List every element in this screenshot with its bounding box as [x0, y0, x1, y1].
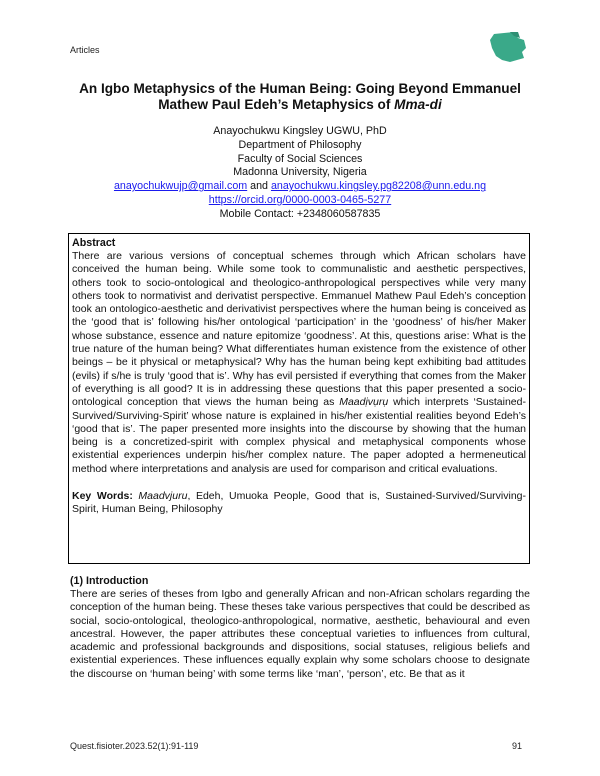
keywords-italic: Maadvjuru [138, 490, 188, 503]
abstract-text [72, 250, 526, 476]
title-line-2-italic: Mma-di [394, 97, 442, 112]
author-mobile: Mobile Contact: +2348060587835 [219, 207, 381, 220]
abstract-box [68, 233, 530, 564]
abstract-text-b: which interprets ‘Sustained-Survived/Surviving-Spirit’ whose nature is explained in his/her existential realities beyond Edeh’s ‘good that is’. The paper presented more insights into the discourse by showing that the human being is a concretized-spirit with complex physical and metaphysical components whose existential experiences underpin his/her complex nature. The paper adopted a hermeneutical method where interpretations and analysis are used for comparison and critical evaluations. [72, 396, 526, 475]
introduction-heading: (1) Introduction [70, 575, 149, 587]
author-faculty: Faculty of Social Sciences [237, 152, 363, 165]
author-university: Madonna University, Nigeria [233, 166, 367, 179]
keywords-rest: , Edeh, Umuoka People, Good that is, Sustained-Survived/Surviving-Spirit, Human Being, Philosophy [72, 490, 526, 516]
title-line-2-text: Mathew Paul Edeh’s Metaphysics of [158, 97, 395, 112]
keywords [72, 490, 526, 517]
abstract-heading: Abstract [72, 237, 116, 249]
author-emails [100, 180, 500, 194]
author-department: Department of Philosophy [238, 138, 362, 151]
orcid-link[interactable]: https://orcid.org/0000-0003-0465-5277 [208, 193, 392, 206]
abstract-text-italic: Maadịvụrụ [339, 396, 389, 409]
page-number: 91 [512, 741, 523, 751]
author-name: Anayochukwu Kingsley UGWU, PhD [213, 125, 387, 137]
email-joiner: and [247, 180, 271, 193]
orcid-row [100, 194, 500, 208]
journal-logo-icon [488, 30, 528, 64]
title-line-2 [60, 97, 540, 113]
footer-citation: Quest.fisioter.2023.52(1):91-119 [70, 741, 199, 751]
introduction-text: There are series of theses from Igbo and generally African and non-African scholars regarding the conception of the human being. These theses take various perspectives that could be described as social, socio-ontological, theologico-anthropological, normative, aesthetic, behavioural and even ancestral. However, the paper attributes these conceptual varieties to influences from cultural, academic and professional backgrounds and dispositions, social statuses, religious beliefs and existential experiences. These influences equally explain why some scholars choose to designate the discourse on ‘human being’ with some terms like ‘man’, ‘person’, etc. Be that as it [70, 588, 530, 680]
email-link-1[interactable]: anayochukwujp@gmail.com [113, 180, 248, 193]
title-line-1: An Igbo Metaphysics of the Human Being: Going Beyond Emmanuel [79, 81, 521, 96]
article-title [60, 81, 540, 113]
section-label: Articles [70, 45, 100, 55]
keywords-label: Key Words: [72, 490, 133, 503]
abstract-text-a: There are various versions of conceptual schemes through which African scholars have conceived the human being. While some took to communalistic and aesthetic perspectives, others took to socio-ontological and theologico-anthropological perspectives while very many others took to normativist and derivatist perspective. Emmanuel Mathew Paul Edeh’s conception took an ontologico-aesthetic and derivativist perspectives where the human being is conceived as the ‘good that is’ following his/her ontological ‘participation’ in the ‘goodness’ of his/her Maker whose substance, essence and nature epitomize ‘goodness’. At this, questions arise: What is the true nature of the human being? What differentiates human existence from the existence of other beings – be it physical or metaphysical? Why has the human being kept exhibiting bad attitudes (evils) if s/he is truly ‘good that is’. Why has evil persisted if everything that comes from the Maker of everything is all good? It is in addressing these questions that this paper presented a socio-ontological conception that views the human being as [72, 250, 526, 409]
author-block [100, 125, 500, 222]
email-link-2[interactable]: anayochukwu.kingsley.pg82208@unn.edu.ng [270, 180, 487, 193]
